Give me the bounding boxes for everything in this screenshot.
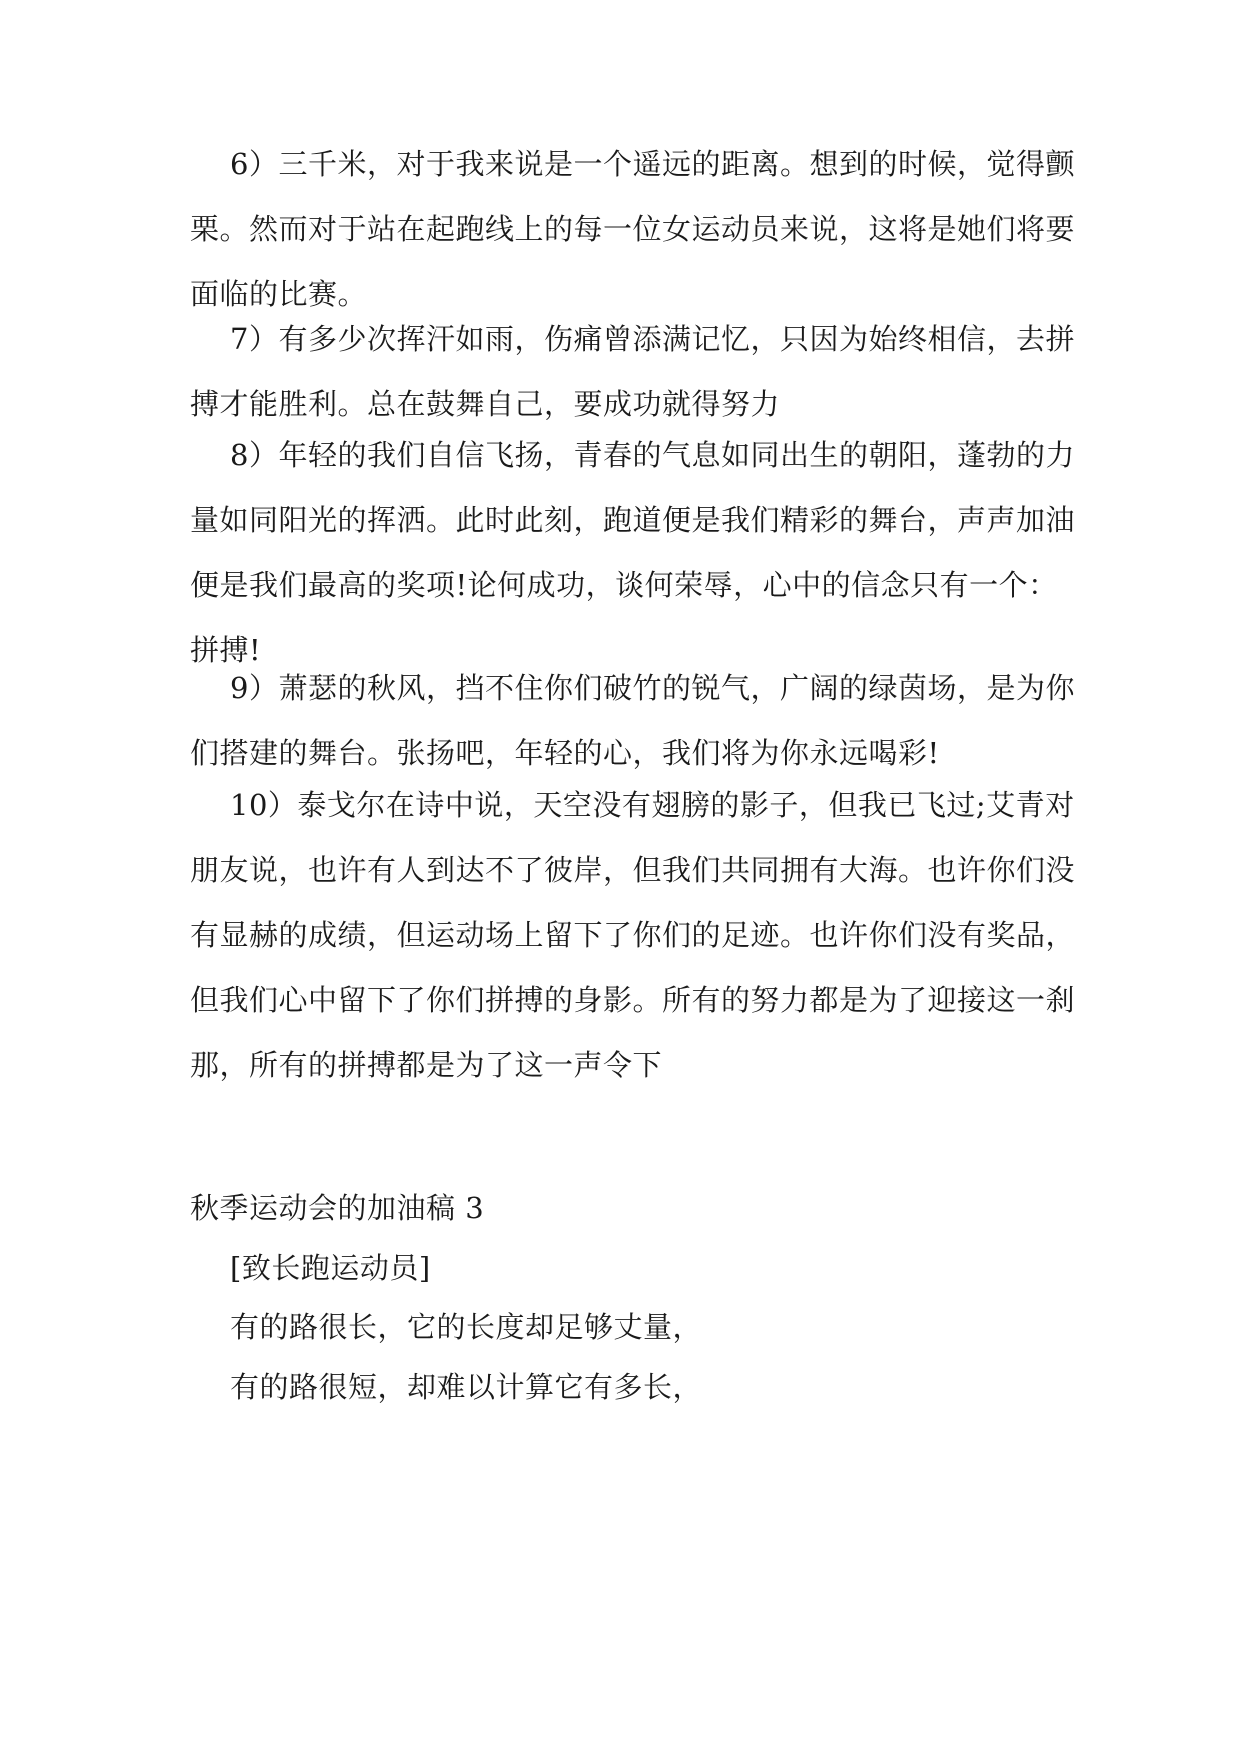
paragraph-9: [190, 656, 1075, 786]
poem-line: 有的路很长，它的长度却足够丈量，: [230, 1310, 703, 1344]
paragraph-line: 便是我们最高的奖项!论何成功，谈何荣辱，心中的信念只有一个：: [190, 568, 1058, 602]
paragraph-8: [190, 423, 1076, 683]
paragraph-line: 们搭建的舞台。张扬吧，年轻的心，我们将为你永远喝彩!: [190, 736, 940, 770]
section-title: [190, 1176, 1070, 1241]
paragraph-10: [190, 773, 1076, 1098]
paragraph-line: 但我们心中留下了你们拼搏的身影。所有的努力都是为了迎接这一刹: [190, 983, 1076, 1017]
paragraph-line: 9）萧瑟的秋风，挡不住你们破竹的锐气，广阔的绿茵场，是为你: [230, 671, 1075, 705]
paragraph-line: 6）三千米，对于我来说是一个遥远的距离。想到的时候，觉得颤: [230, 147, 1075, 181]
paragraph-line: 朋友说，也许有人到达不了彼岸，但我们共同拥有大海。也许你们没: [190, 853, 1076, 887]
paragraph-line: 7）有多少次挥汗如雨，伤痛曾添满记忆，只因为始终相信，去拼: [230, 322, 1075, 356]
subheading: [190, 1236, 1070, 1301]
section-title-text: 秋季运动会的加油稿 3: [190, 1191, 485, 1225]
paragraph-line: 栗。然而对于站在起跑线上的每一位女运动员来说，这将是她们将要: [190, 212, 1076, 246]
paragraph-6: [190, 132, 1076, 327]
paragraph-line: 面临的比赛。: [190, 277, 368, 311]
poem-line: 有的路很短，却难以计算它有多长，: [230, 1370, 703, 1404]
poem-line-1: [190, 1295, 1070, 1360]
subheading-text: [致长跑运动员]: [230, 1251, 431, 1285]
paragraph-line: 8）年轻的我们自信飞扬，青春的气息如同出生的朝阳，蓬勃的力: [230, 438, 1075, 472]
poem-line-2: [190, 1355, 1070, 1420]
paragraph-line: 10）泰戈尔在诗中说，天空没有翅膀的影子，但我已飞过;艾青对: [230, 788, 1075, 822]
paragraph-line: 那，所有的拼搏都是为了这一声令下: [190, 1048, 663, 1082]
paragraph-line: 有显赫的成绩，但运动场上留下了你们的足迹。也许你们没有奖品，: [190, 918, 1076, 952]
paragraph-line: 量如同阳光的挥洒。此时此刻，跑道便是我们精彩的舞台，声声加油: [190, 503, 1076, 537]
paragraph-7: [190, 307, 1075, 437]
paragraph-line: 拼搏!: [190, 633, 262, 667]
paragraph-line: 搏才能胜利。总在鼓舞自己，要成功就得努力: [190, 387, 781, 421]
